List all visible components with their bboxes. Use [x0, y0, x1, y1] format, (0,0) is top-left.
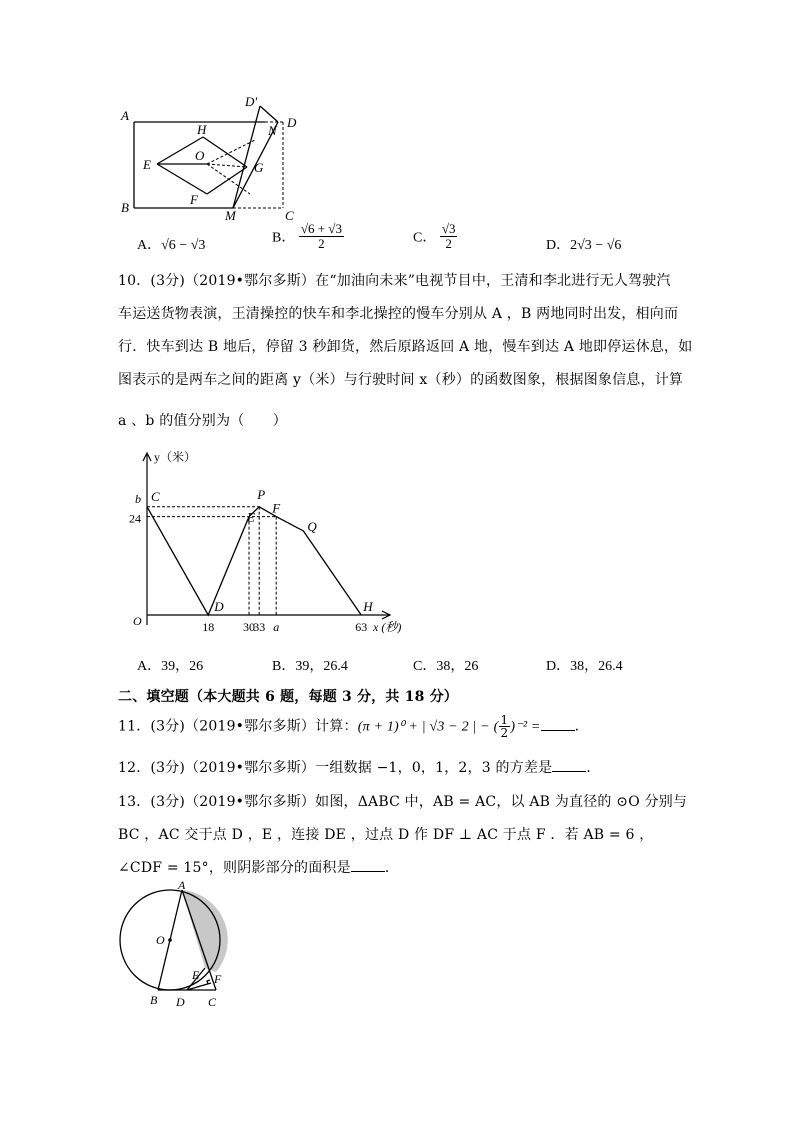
- q10-x-tick-30: 30: [243, 620, 255, 634]
- q13-figure: [112, 880, 252, 1015]
- q10-x-tick-a: a: [273, 620, 280, 634]
- q10-origin: O: [133, 614, 142, 628]
- q10-line-3: 行．快车到达 B 地后，停留 3 秒卸货，然后原路返回 A 地，慢车到达 A 地即停运休息，如: [118, 339, 693, 355]
- q10-point-label-D: D: [214, 599, 224, 614]
- fig9-DpN: [260, 106, 278, 122]
- fig13-label-A: A: [178, 880, 186, 892]
- q13-line-1: 13．(3分)（2019•鄂尔多斯）如图，ΔABC 中，AB = AC，以 AB 为直径的 ⊙O 分别与: [118, 794, 688, 810]
- q9-figure: [115, 92, 315, 222]
- fig9-label-O: O: [195, 148, 205, 163]
- fig13-label-B: B: [150, 993, 158, 1007]
- fig13-label-C: C: [208, 995, 217, 1009]
- q10-line-4: 图表示的是两车之间的距离 y（米）与行驶时间 x（秒）的函数图象，根据图象信息，计算: [118, 372, 684, 388]
- fig9-label-C: C: [285, 208, 294, 222]
- q11: 11．(3分)（2019•鄂尔多斯）计算：(π + 1)⁰ + | √3 − 2 | − ( $\frac{1}{2}$ )⁻² = ．: [118, 713, 589, 740]
- fig13-label-D: D: [176, 995, 185, 1009]
- q9-option-c[interactable]: C． $\frac{√3}{2}$: [413, 221, 456, 251]
- q10-x-label: x (秒): [373, 620, 402, 634]
- q10-chart: [125, 445, 425, 640]
- q10-line-1: 10．(3分)（2019•鄂尔多斯）在“加油向未来”电视节目中，王清和李北进行无人驾驶汽: [118, 273, 671, 289]
- q9-option-c-fraction: $\frac{√3}{2}$: [441, 221, 456, 251]
- q10-point-label-H: H: [363, 599, 373, 614]
- q9-option-b-fraction: $\frac{√6 + √3}{2}$: [300, 221, 342, 251]
- q13-answer-blank[interactable]: [351, 859, 385, 872]
- fig9-label-E: E: [143, 157, 151, 172]
- q10-option-c[interactable]: C．38，26: [413, 659, 479, 674]
- q13-center-dot: [168, 938, 172, 942]
- q11-fraction: $\frac{1}{2}$: [500, 713, 509, 740]
- q10-option-d[interactable]: D．38，26.4: [546, 659, 623, 674]
- q11-answer-blank[interactable]: [541, 718, 575, 731]
- fig9-label-N: N: [268, 123, 277, 138]
- q10-x-tick-18: 18: [202, 620, 215, 634]
- q12-answer-blank[interactable]: [552, 759, 586, 772]
- q10-point-label-P: P: [257, 486, 266, 502]
- fig9-label-F: F: [190, 192, 198, 207]
- q10-y-tick-b: b: [135, 491, 141, 506]
- fig13-label-E: E: [192, 968, 200, 982]
- q10-x-tick-33: 33: [253, 620, 266, 634]
- q9-option-a-value: √6 − √3: [161, 238, 206, 253]
- fig9-label-Dp: D′: [245, 94, 258, 109]
- q10-point-label-E: E: [247, 509, 255, 525]
- q9-option-b[interactable]: B． $\frac{√6 + √3}{2}$: [272, 221, 342, 251]
- fig9-GF: [207, 167, 247, 194]
- fig9-label-M: M: [225, 208, 236, 222]
- fig9-label-B: B: [121, 200, 129, 215]
- q10-option-a[interactable]: A．39，26: [137, 659, 204, 674]
- q9-option-d-value: 2√3 − √6: [570, 238, 622, 253]
- fig9-MDp: [233, 106, 260, 208]
- q10-line-5: a 、b 的值分别为（ ）: [118, 413, 288, 429]
- q13-shaded-region: [182, 890, 228, 972]
- q12: 12．(3分)（2019•鄂尔多斯）一组数据 −1，0，1，2，3 的方差是 ．: [118, 760, 601, 776]
- q10-y-tick-24: 24: [129, 511, 141, 526]
- fig9-label-G: G: [254, 160, 264, 175]
- q9-option-d[interactable]: D．2√3 − √6: [546, 238, 622, 253]
- q10-point-label-C: C: [151, 488, 160, 504]
- fig9-FE: [157, 164, 207, 194]
- fig9-label-D: D: [287, 115, 297, 130]
- q10-line-2: 车运送货物表演，王清操控的快车和李北操控的慢车分别从 A ，B 两地同时出发，相向而: [118, 306, 679, 322]
- q13-line-3: ∠CDF = 15°，则阴影部分的面积是 ．: [118, 860, 400, 876]
- fig9-OG: [207, 164, 247, 167]
- q10-option-b[interactable]: B．39，26.4: [272, 659, 348, 674]
- q10-x-tick-63: 63: [355, 620, 368, 634]
- q10-y-label: y（米）: [154, 450, 197, 464]
- fig9-label-H: H: [197, 122, 207, 137]
- q10-point-label-F: F: [272, 500, 281, 516]
- fig13-label-O: O: [156, 933, 165, 947]
- section-2-heading: 二、填空题（本大题共 6 题，每题 3 分，共 18 分）: [118, 689, 459, 705]
- q10-point-label-Q: Q: [307, 518, 317, 534]
- q13-line-2: BC ，AC 交于点 D ，E ，连接 DE ，过点 D 作 DF ⊥ AC 于点 F ．若 AB = 6 ，: [118, 827, 654, 843]
- fig13-label-F: F: [214, 972, 222, 986]
- q9-option-a[interactable]: A．√6 − √3: [137, 238, 206, 253]
- fig9-label-A: A: [121, 108, 129, 123]
